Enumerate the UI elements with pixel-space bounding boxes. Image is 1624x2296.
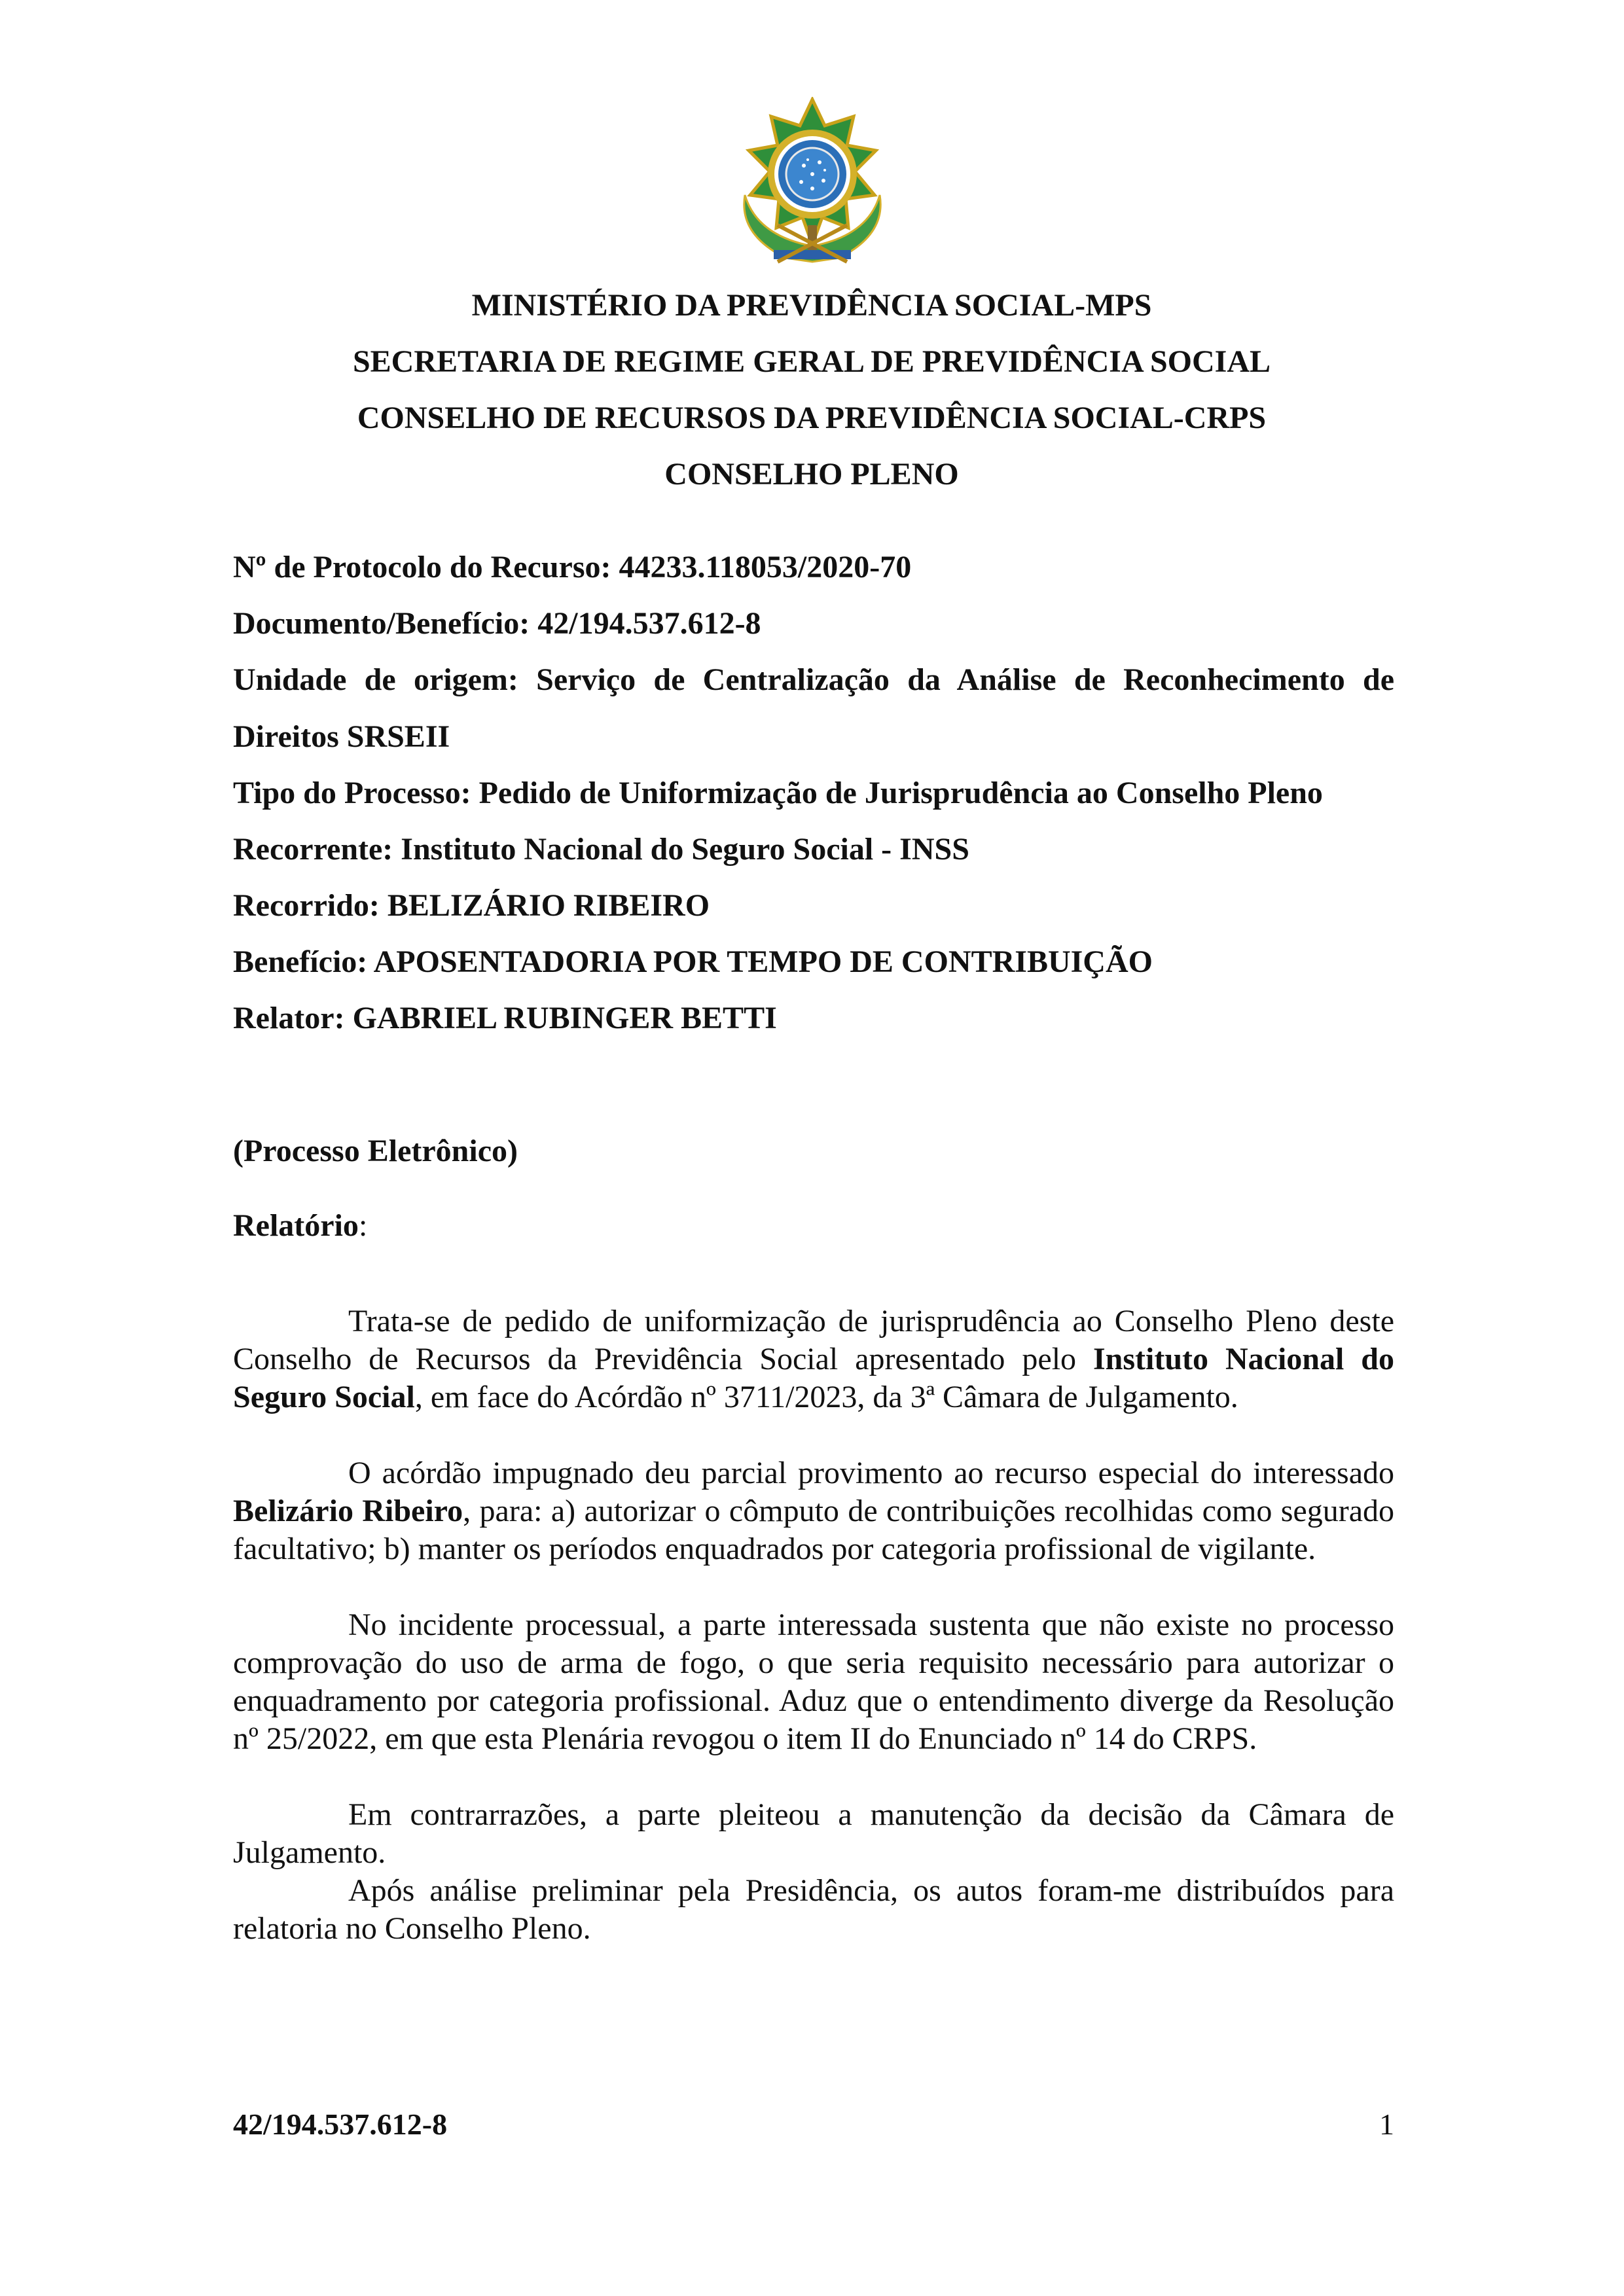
- field-documento: Documento/Benefício: 42/194.537.612-8: [233, 606, 761, 641]
- brazil-coat-of-arms-icon: [727, 97, 898, 280]
- header-ministry: MINISTÉRIO DA PREVIDÊNCIA SOCIAL-MPS: [471, 288, 1152, 323]
- footer-doc-number: 42/194.537.612-8: [233, 2108, 448, 2141]
- field-recorrido: Recorrido: BELIZÁRIO RIBEIRO: [233, 888, 710, 923]
- field-tipo: Tipo do Processo: Pedido de Uniformização de Jurisprudência ao Conselho Pleno: [233, 776, 1323, 810]
- paragraph-2-text-a: O acórdão impugnado deu parcial provimento ao recurso especial do interessado: [348, 1456, 1394, 1490]
- field-recorrente: Recorrente: Instituto Nacional do Seguro Social - INSS: [233, 832, 969, 867]
- header-secretariat: SECRETARIA DE REGIME GERAL DE PREVIDÊNCIA SOCIAL: [352, 344, 1271, 379]
- paragraph-2-text-c: , para: a) autorizar o cômputo de contribuições recolhidas como segurado facultativo; b) manter os períodos enquadrados por categoria profissional de vigilante.: [233, 1494, 1394, 1566]
- footer-page-number: 1: [1379, 2108, 1394, 2141]
- paragraph-2-bold: Belizário Ribeiro: [233, 1494, 463, 1528]
- field-unidade-line2: Direitos SRSEII: [233, 719, 450, 754]
- field-beneficio: Benefício: APOSENTADORIA POR TEMPO DE CONTRIBUIÇÃO: [233, 944, 1153, 979]
- processo-eletronico: (Processo Eletrônico): [233, 1134, 518, 1168]
- paragraph-4: Em contrarrazões, a parte pleiteou a manutenção da decisão da Câmara de Julgamento.: [233, 1797, 1394, 1870]
- field-relator: Relator: GABRIEL RUBINGER BETTI: [233, 1001, 777, 1035]
- paragraph-5: Após análise preliminar pela Presidência, os autos foram-me distribuídos para relatoria no Conselho Pleno.: [233, 1873, 1394, 1946]
- paragraph-2: [233, 1454, 1394, 1568]
- paragraph-3: No incidente processual, a parte interessada sustenta que não existe no processo comprovação do uso de arma de fogo, o que seria requisito necessário para autorizar o enquadramento por categoria profissional. Aduz que o entendimento diverge da Resolução nº 25/2022, em que esta Plenária revogou o item II do Enunciado nº 14 do CRPS.: [233, 1607, 1394, 1756]
- paragraph-1-text-c: , em face do Acórdão nº 3711/2023, da 3ª Câmara de Julgamento.: [414, 1380, 1238, 1414]
- header-council: CONSELHO DE RECURSOS DA PREVIDÊNCIA SOCIAL-CRPS: [357, 401, 1267, 435]
- header-plenary: CONSELHO PLENO: [664, 457, 959, 492]
- relatorio-colon: :: [358, 1208, 368, 1243]
- relatorio-heading: [233, 1207, 367, 1245]
- paragraph-1-text-a: Trata-se de pedido de uniformização de jurisprudência ao Conselho Pleno deste Conselho de Recursos da Previdência Social apresentado pelo: [233, 1304, 1394, 1376]
- paragraph-1-bold: Instituto Nacional do Seguro Social: [233, 1342, 1394, 1414]
- paragraph-1: [233, 1302, 1394, 1416]
- field-unidade-line1: Unidade de origem: Serviço de Centralização da Análise de Reconhecimento de: [233, 662, 1394, 697]
- relatorio-label: Relatório: [233, 1208, 359, 1243]
- field-protocolo: Nº de Protocolo do Recurso: 44233.118053/2020-70: [233, 550, 912, 584]
